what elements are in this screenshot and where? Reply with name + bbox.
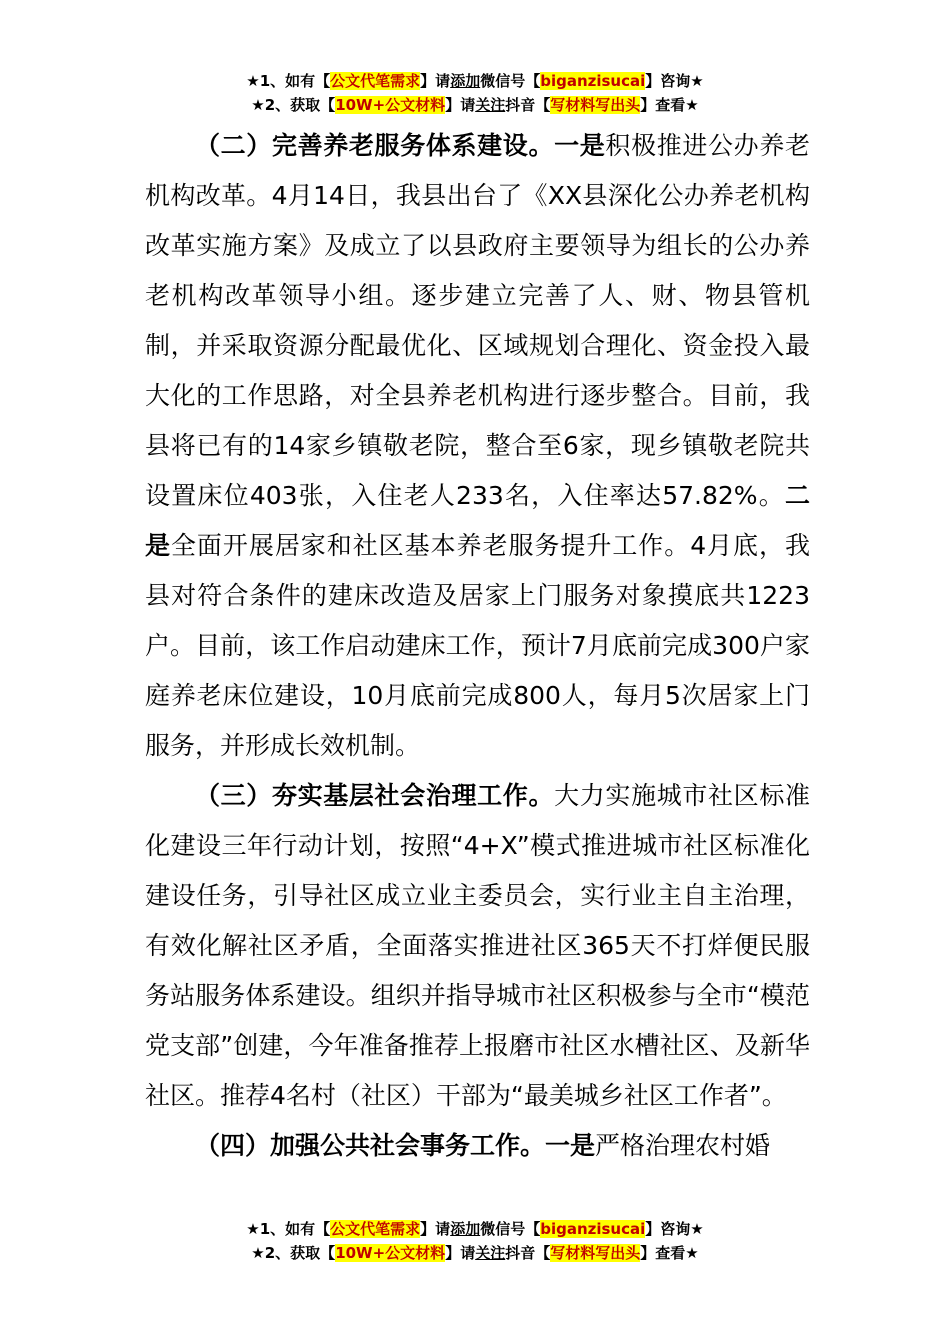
banner-line-2 [0, 93, 950, 117]
banner-underline: 关注 [475, 1244, 506, 1262]
banner-text: 】请 [420, 72, 451, 90]
banner-text: ★1、如有【 [246, 1220, 331, 1238]
banner-text: 微信号【 [480, 1220, 541, 1238]
banner-highlight: 写材料写出头 [550, 96, 641, 114]
banner-text: ★1、如有【 [246, 72, 331, 90]
banner-text: 】请 [445, 1244, 476, 1262]
paragraph-text: 积极推进公办养老机构改革。4月14日，我县出台了《XX县深化公办养老机构改革实施方案》及成立了以县政府主要领导为组长的公办养老机构改革领导小组。逐步建立完善了人、财、物县管机制，并采取资源分配最优化、区域规划合理化、资金投入最大化的工作思路，对全县养老机构进行逐步整合。目前，我县将已有的14家乡镇敬老院，整合至6家，现乡镇敬老院共设置床位403张，入住老人233名，入住率达57.82%。 [145, 131, 810, 510]
banner-line-1 [0, 1217, 950, 1241]
paragraph-text: 大力实施城市社区标准化建设三年行动计划，按照“4+X”模式推进城市社区标准化建设任务，引导社区成立业主委员会，实行业主自主治理，有效化解社区矛盾，全面落实推进社区365天不打烊便民服务站服务体系建设。组织并指导城市社区积极参与全市“模范党支部”创建，今年准备推荐上报磨市社区水槽社区、及新华社区。推荐4名村（社区）干部为“最美城乡社区工作者”。 [145, 781, 810, 1110]
banner-line-2 [0, 1241, 950, 1265]
header-banner [0, 69, 950, 117]
banner-line-1 [0, 69, 950, 93]
banner-highlight: 公文代笔需求 [330, 1220, 421, 1238]
banner-highlight: 10W+公文材料 [335, 96, 446, 114]
banner-highlight: 公文代笔需求 [330, 72, 421, 90]
lead-marker: 一是 [554, 131, 606, 160]
banner-text: 微信号【 [480, 72, 541, 90]
banner-text: 】请 [420, 1220, 451, 1238]
section-heading: （三）夯实基层社会治理工作。 [195, 781, 555, 810]
footer-banner [0, 1217, 950, 1265]
paragraph-community-governance [145, 771, 810, 1121]
banner-text: 】查看★ [640, 96, 699, 114]
banner-highlight: biganzisucai [540, 1220, 646, 1238]
banner-text: 】查看★ [640, 1244, 699, 1262]
banner-underline: 添加 [450, 72, 481, 90]
banner-highlight: 10W+公文材料 [335, 1244, 446, 1262]
banner-text: 】咨询★ [645, 72, 704, 90]
banner-text: 】咨询★ [645, 1220, 704, 1238]
paragraph-elderly-care [145, 121, 810, 771]
banner-highlight: biganzisucai [540, 72, 646, 90]
banner-underline: 添加 [450, 1220, 481, 1238]
banner-text: ★2、获取【 [251, 1244, 336, 1262]
banner-text: ★2、获取【 [251, 96, 336, 114]
section-heading: （二）完善养老服务体系建设。 [195, 131, 555, 160]
document-body [145, 121, 810, 1171]
banner-highlight: 写材料写出头 [550, 1244, 641, 1262]
paragraph-text: 全面开展居家和社区基本养老服务提升工作。4月底，我县对符合条件的建床改造及居家上门服务对象摸底共1223户。目前，该工作启动建床工作，预计7月底前完成300户家庭养老床位建设，10月底前完成800人，每月5次居家上门服务，并形成长效机制。 [145, 531, 810, 760]
section-heading: （四）加强公共社会事务工作。 [195, 1131, 546, 1160]
banner-text: 】请 [445, 96, 476, 114]
lead-marker: 一是 [545, 1131, 596, 1160]
banner-text: 抖音【 [505, 96, 551, 114]
lead-marker: 二是 [145, 481, 810, 560]
banner-text: 抖音【 [505, 1244, 551, 1262]
paragraph-text: 严格治理农村婚 [595, 1131, 771, 1160]
banner-underline: 关注 [475, 96, 506, 114]
paragraph-public-affairs [145, 1121, 810, 1171]
